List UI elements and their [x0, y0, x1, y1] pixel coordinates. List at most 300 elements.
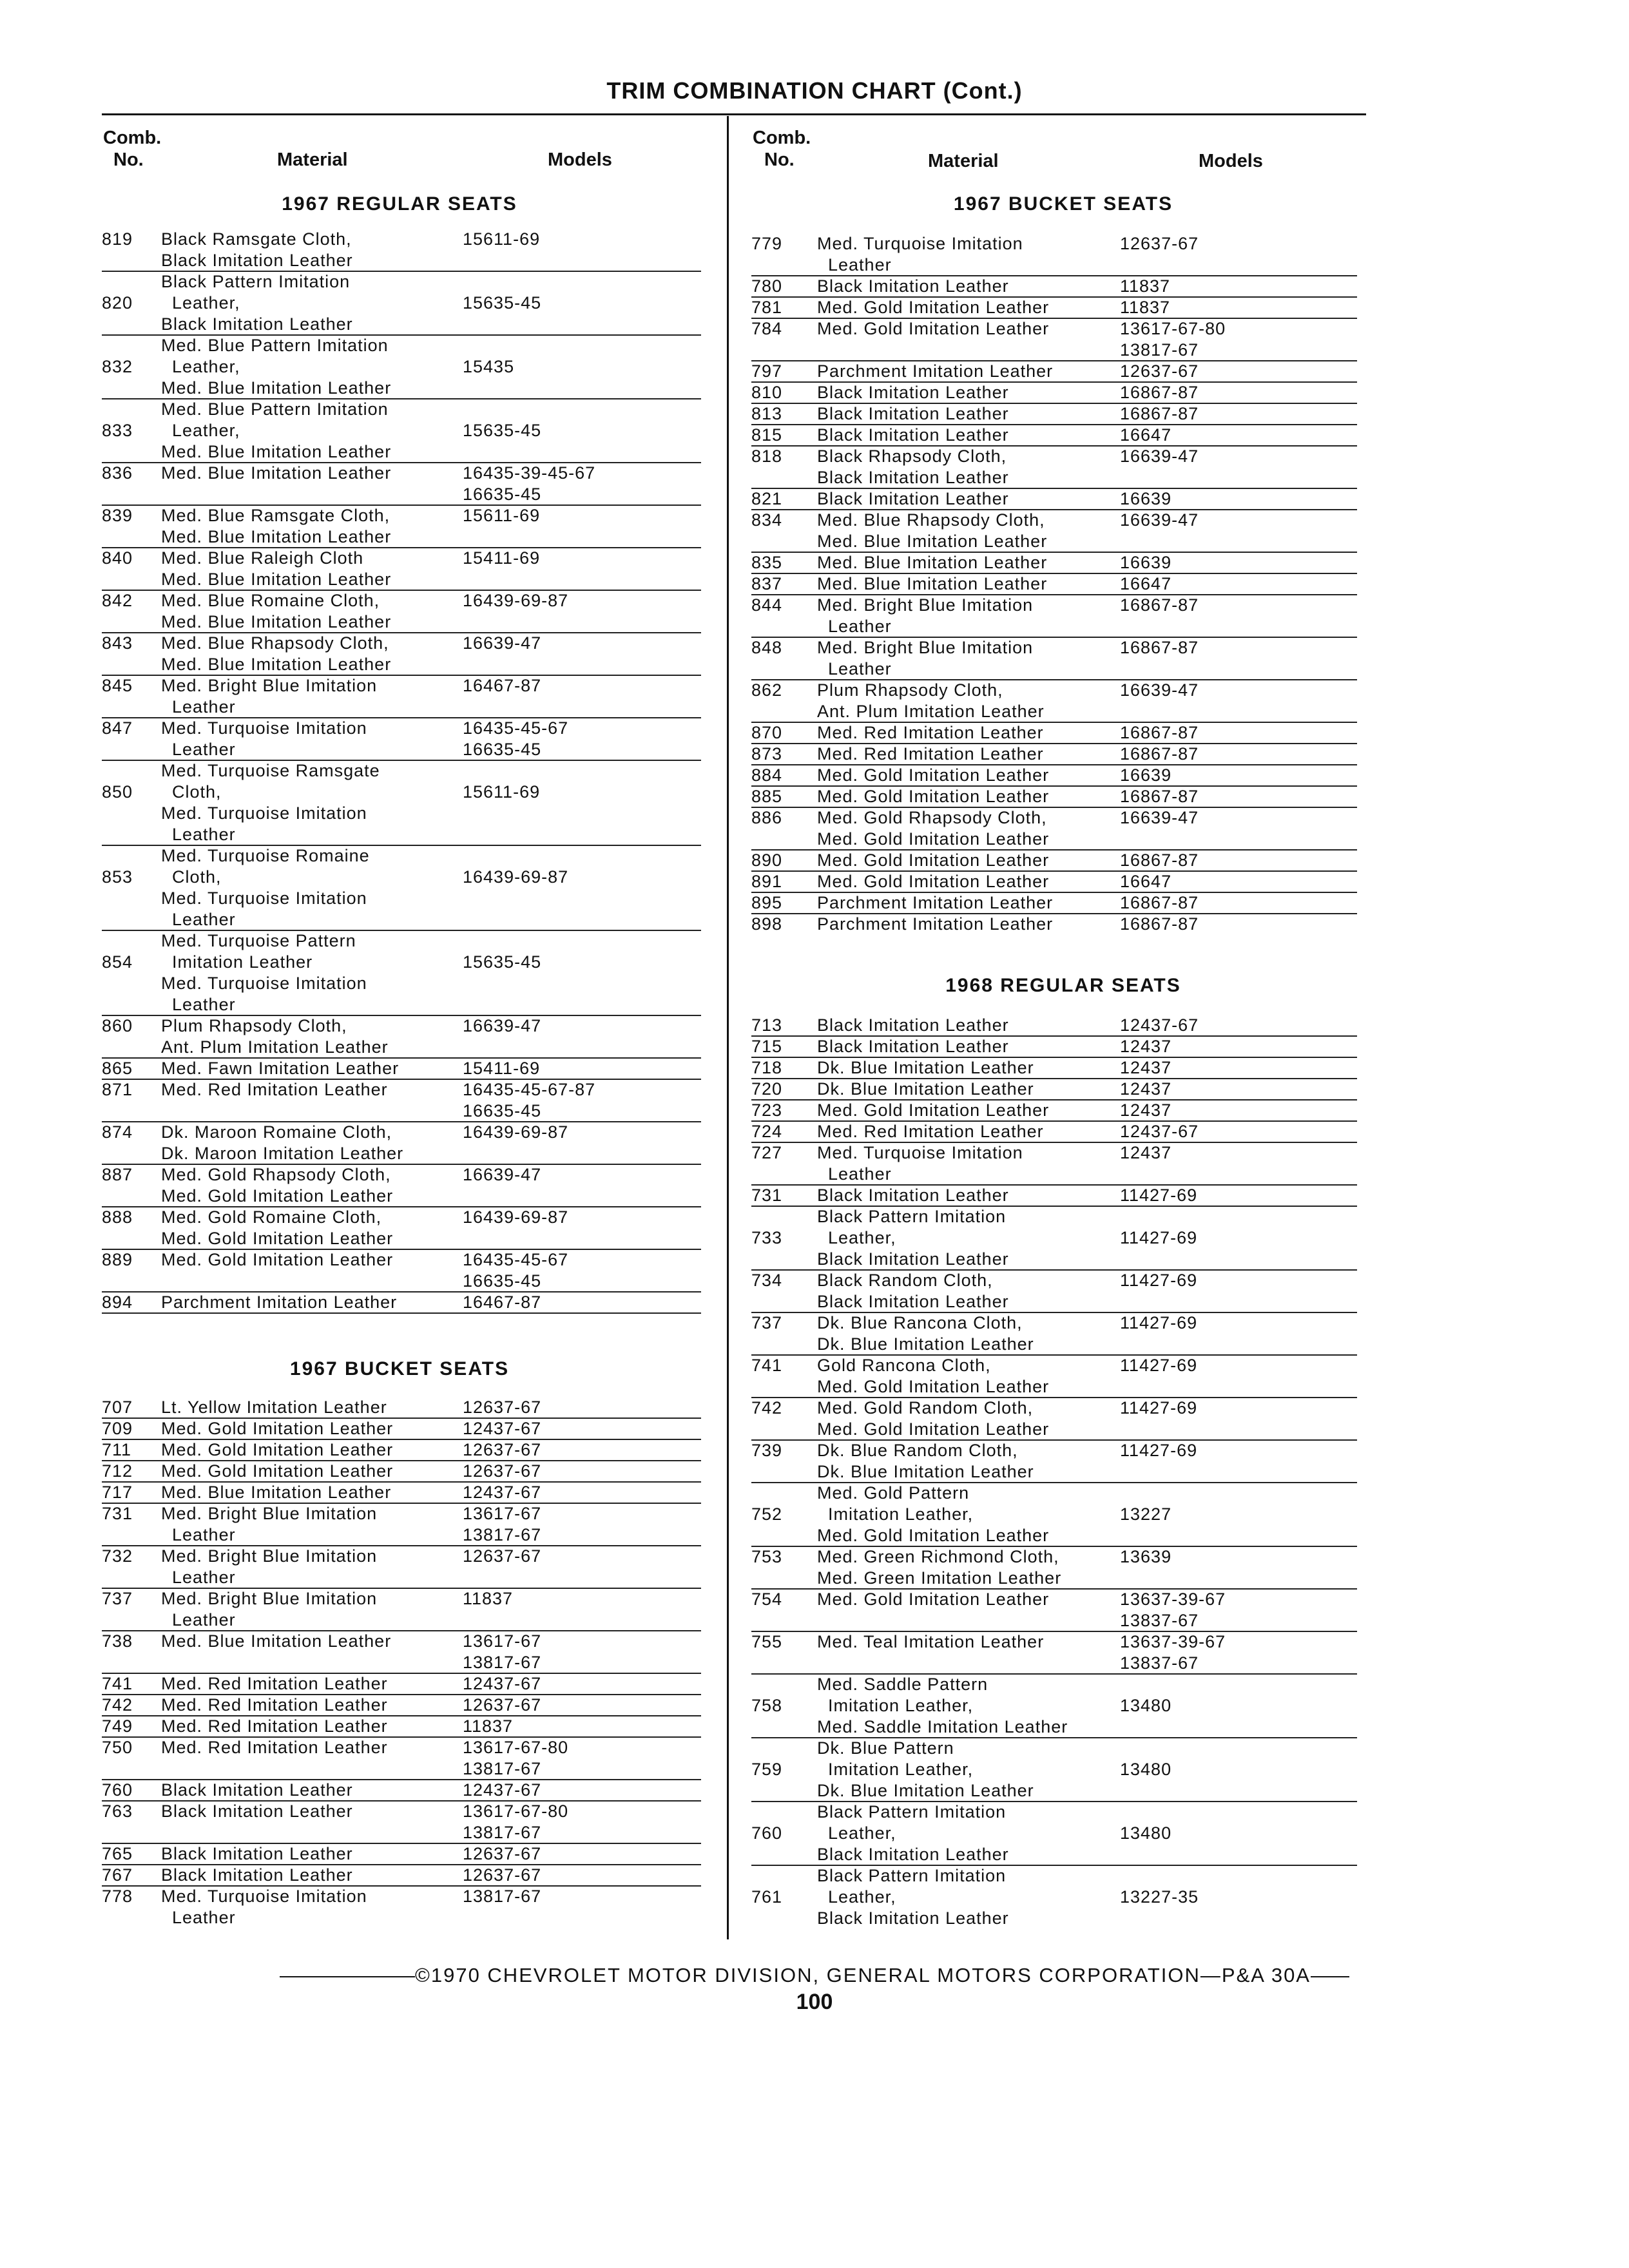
- material-line: Med. Gold Imitation Leather: [817, 1526, 1050, 1545]
- material-line: Med. Turquoise Imitation: [161, 718, 367, 738]
- comb-number: 742: [751, 1398, 783, 1418]
- comb-number: 832: [102, 357, 133, 376]
- comb-number: 767: [102, 1865, 133, 1885]
- footer: [0, 1964, 1629, 1987]
- material-line: Med. Gold Imitation Leather: [817, 319, 1050, 338]
- model-line: 16867-87: [1120, 914, 1199, 934]
- material-text: [817, 425, 1009, 446]
- material-text: [817, 1121, 1044, 1142]
- trim-row: [0, 1206, 1629, 1270]
- material-line: Black Pattern Imitation: [817, 1866, 1007, 1885]
- material-text: [817, 786, 1049, 807]
- material-text: [817, 1036, 1009, 1057]
- model-line: 13617-67-80: [463, 1802, 569, 1821]
- material-text: [817, 1802, 1009, 1865]
- material-line: Dk. Blue Random Cloth,: [817, 1441, 1018, 1460]
- comb-number: 723: [751, 1100, 783, 1120]
- material-text: [817, 1589, 1049, 1610]
- model-line: 13817-67: [463, 1525, 542, 1544]
- models-text: [1120, 552, 1171, 573]
- trim-row: [0, 297, 1629, 318]
- comb-number: 742: [102, 1695, 133, 1715]
- material-line: Leather: [161, 1568, 236, 1587]
- comb-number: 853: [102, 867, 133, 887]
- left-header-no: No.: [113, 149, 144, 170]
- comb-number: 819: [102, 229, 133, 249]
- trim-row: [0, 595, 1629, 637]
- comb-number: 753: [751, 1547, 783, 1566]
- model-line: 16439-69-87: [463, 1122, 569, 1142]
- comb-number: 731: [751, 1186, 783, 1205]
- trim-row: [0, 1355, 1629, 1398]
- material-text: [817, 892, 1053, 914]
- material-line: Med. Bright Blue Imitation: [161, 1589, 378, 1608]
- model-line: 16867-87: [1120, 744, 1199, 764]
- model-line: 16435-45-67-87: [463, 1080, 596, 1099]
- material-line: Leather: [161, 995, 236, 1014]
- models-text: [463, 952, 541, 973]
- trim-row: [0, 403, 1629, 425]
- comb-number: 862: [751, 680, 783, 700]
- models-text: [1120, 1589, 1226, 1631]
- trim-row: [0, 1185, 1629, 1206]
- material-line: Imitation Leather,: [817, 1760, 974, 1779]
- material-line: Plum Rhapsody Cloth,: [161, 1016, 347, 1035]
- comb-number: 733: [751, 1228, 783, 1247]
- material-line: Med. Turquoise Imitation: [817, 234, 1023, 253]
- material-text: [817, 1440, 1034, 1483]
- material-text: [817, 1185, 1009, 1206]
- models-text: [1120, 297, 1170, 318]
- material-line: Med. Bright Blue Imitation: [161, 676, 378, 695]
- material-text: [817, 1865, 1009, 1929]
- comb-number: 707: [102, 1398, 133, 1417]
- comb-number: 834: [751, 510, 783, 530]
- models-text: [1120, 1504, 1171, 1525]
- models-text: [1120, 425, 1171, 446]
- models-text: [1120, 807, 1199, 829]
- material-line: Med. Gold Pattern: [817, 1483, 970, 1503]
- material-line: Ant. Plum Imitation Leather: [817, 702, 1045, 721]
- material-text: [817, 1546, 1061, 1589]
- material-line: Med. Red Imitation Leather: [161, 1695, 388, 1715]
- comb-number: 711: [102, 1440, 132, 1459]
- page-number: 100: [796, 1990, 833, 2014]
- model-line: 12437: [1120, 1058, 1172, 1077]
- trim-row: [0, 637, 1629, 680]
- material-line: Med. Saddle Imitation Leather: [817, 1717, 1068, 1736]
- material-line: Dk. Blue Imitation Leather: [817, 1058, 1034, 1077]
- models-text: [1120, 744, 1199, 765]
- material-line: Med. Blue Imitation Leather: [161, 463, 392, 483]
- model-line: 12637-67: [1120, 234, 1199, 253]
- trim-row: [0, 1589, 1629, 1631]
- models-text: [1120, 1546, 1171, 1568]
- comb-number: 843: [102, 633, 133, 653]
- material-text: [817, 1100, 1049, 1121]
- models-text: [1120, 361, 1199, 382]
- model-line: 11427-69: [1120, 1356, 1198, 1375]
- material-line: Med. Gold Romaine Cloth,: [161, 1207, 382, 1227]
- model-line: 11837: [463, 1716, 514, 1736]
- material-line: Parchment Imitation Leather: [817, 361, 1054, 381]
- material-line: Leather,: [817, 1228, 896, 1247]
- material-line: Black Imitation Leather: [817, 404, 1009, 423]
- comb-number: 715: [751, 1037, 783, 1056]
- material-line: Med. Bright Blue Imitation: [817, 638, 1034, 657]
- material-line: Med. Gold Imitation Leather: [161, 1186, 394, 1206]
- material-line: Med. Blue Pattern Imitation: [161, 336, 389, 355]
- model-line: 16639-47: [1120, 680, 1199, 700]
- model-line: 16867-87: [1120, 723, 1199, 742]
- material-text: [161, 930, 367, 1015]
- model-line: 12637-67: [463, 1440, 542, 1459]
- models-text: [1120, 488, 1171, 510]
- model-line: 12637-67: [463, 1398, 542, 1417]
- material-line: Med. Blue Imitation Leather: [161, 1631, 392, 1651]
- material-line: Med. Gold Imitation Leather: [817, 298, 1050, 317]
- title-rule: [102, 113, 1366, 115]
- comb-number: 848: [751, 638, 783, 657]
- comb-number: 891: [751, 872, 783, 891]
- models-text: [1120, 722, 1199, 744]
- models-text: [1120, 1312, 1197, 1334]
- material-line: Black Imitation Leather: [817, 1249, 1009, 1269]
- trim-row: [0, 871, 1629, 892]
- material-text: [817, 1206, 1009, 1270]
- material-line: Dk. Blue Rancona Cloth,: [817, 1313, 1023, 1332]
- models-text: [1120, 1759, 1171, 1780]
- material-line: Parchment Imitation Leather: [161, 1293, 398, 1312]
- material-line: Med. Blue Imitation Leather: [817, 532, 1048, 551]
- models-text: [1120, 1036, 1171, 1057]
- material-line: Leather: [817, 1164, 892, 1184]
- material-line: Med. Blue Imitation Leather: [817, 553, 1048, 572]
- material-text: [817, 1312, 1034, 1355]
- left-header-comb: Comb.: [103, 128, 162, 148]
- model-line: 13837-67: [1120, 1611, 1199, 1630]
- model-line: 13227: [1120, 1504, 1172, 1524]
- comb-number: 884: [751, 765, 783, 785]
- material-line: Black Imitation Leather: [817, 468, 1009, 487]
- material-line: Dk. Blue Imitation Leather: [817, 1079, 1034, 1099]
- trim-row: [0, 1483, 1629, 1546]
- model-line: 16639-47: [463, 1016, 542, 1035]
- model-line: 16647: [1120, 574, 1172, 593]
- models-text: [1120, 1270, 1197, 1291]
- material-line: Leather: [817, 255, 892, 274]
- material-line: Dk. Blue Imitation Leather: [817, 1334, 1034, 1354]
- material-text: [817, 1631, 1044, 1653]
- trim-row: [0, 1121, 1629, 1142]
- material-text: [817, 914, 1053, 935]
- models-text: [1120, 1121, 1199, 1142]
- comb-number: 739: [751, 1441, 783, 1460]
- material-line: Med. Gold Imitation Leather: [161, 1461, 394, 1481]
- comb-number: 836: [102, 463, 133, 483]
- section-heading: 1967 BUCKET SEATS: [953, 193, 1173, 215]
- model-line: 16867-87: [1120, 404, 1199, 423]
- material-line: Med. Gold Imitation Leather: [161, 1419, 394, 1438]
- model-line: 12437-67: [463, 1419, 542, 1438]
- model-line: 16639: [1120, 765, 1172, 785]
- comb-number: 737: [751, 1313, 783, 1332]
- comb-number: 749: [102, 1716, 133, 1736]
- models-text: [1120, 1185, 1197, 1206]
- material-line: Med. Blue Imitation Leather: [161, 655, 392, 674]
- material-line: Med. Blue Imitation Leather: [161, 612, 392, 631]
- trim-row: [0, 1057, 1629, 1079]
- comb-number: 818: [751, 447, 783, 466]
- model-line: 16639-47: [1120, 510, 1199, 530]
- material-line: Black Random Cloth,: [817, 1271, 993, 1290]
- material-line: Black Imitation Leather: [161, 1780, 353, 1800]
- model-line: 16435-45-67: [463, 718, 569, 738]
- comb-number: 840: [102, 548, 133, 568]
- trim-row: [0, 744, 1629, 765]
- model-line: 12437: [1120, 1037, 1172, 1056]
- material-line: Med. Blue Imitation Leather: [161, 1483, 392, 1502]
- comb-number: 854: [102, 952, 133, 972]
- trim-row: [0, 446, 1629, 488]
- models-text: [1120, 1631, 1226, 1674]
- model-line: 15635-45: [463, 421, 542, 440]
- trim-row: [0, 1079, 1629, 1100]
- material-line: Black Imitation Leather: [817, 276, 1009, 296]
- models-text: [1120, 892, 1199, 914]
- models-text: [1120, 637, 1199, 658]
- comb-number: 755: [751, 1632, 783, 1651]
- trim-row: [0, 914, 1629, 935]
- model-line: 12437: [1120, 1143, 1172, 1162]
- material-line: Med. Blue Imitation Leather: [161, 442, 392, 461]
- material-text: [817, 1738, 1034, 1802]
- material-line: Leather: [161, 1610, 236, 1629]
- comb-number: 720: [751, 1079, 783, 1099]
- material-line: Black Imitation Leather: [161, 1865, 353, 1885]
- models-text: [1120, 403, 1199, 425]
- comb-number: 712: [102, 1461, 133, 1481]
- material-line: Med. Blue Imitation Leather: [161, 378, 392, 398]
- comb-number: 842: [102, 591, 133, 610]
- comb-number: 741: [751, 1356, 783, 1375]
- comb-number: 780: [751, 276, 783, 296]
- comb-number: 810: [751, 383, 783, 402]
- comb-number: 760: [751, 1823, 783, 1843]
- material-line: Ant. Plum Imitation Leather: [161, 1037, 389, 1057]
- material-text: [817, 807, 1049, 850]
- model-line: 11427-69: [1120, 1228, 1198, 1247]
- models-text: [1120, 1398, 1197, 1419]
- models-text: [1120, 510, 1199, 531]
- material-line: Med. Turquoise Imitation: [161, 889, 367, 908]
- material-line: Imitation Leather: [161, 952, 313, 972]
- trim-row: [0, 807, 1629, 850]
- comb-number: 731: [102, 1504, 133, 1523]
- material-text: [817, 722, 1044, 744]
- material-line: Dk. Maroon Romaine Cloth,: [161, 1122, 392, 1142]
- comb-number: 845: [102, 676, 133, 695]
- model-line: 13617-67-80: [463, 1738, 569, 1757]
- material-line: Med. Blue Raleigh Cloth: [161, 548, 364, 568]
- model-line: 16639-47: [463, 1165, 542, 1184]
- model-line: 16635-45: [463, 1101, 542, 1120]
- model-line: 12637-67: [463, 1844, 542, 1863]
- models-text: [1120, 914, 1199, 935]
- material-line: Med. Gold Imitation Leather: [161, 1440, 394, 1459]
- section-heading: 1968 REGULAR SEATS: [945, 975, 1181, 996]
- comb-number: 761: [751, 1887, 783, 1907]
- material-line: Med. Gold Imitation Leather: [817, 765, 1050, 785]
- material-text: [817, 637, 1033, 680]
- material-line: Med. Red Imitation Leather: [161, 1738, 388, 1757]
- trim-row: [0, 1865, 1629, 1929]
- material-text: [817, 1142, 1023, 1185]
- material-text: [817, 297, 1049, 318]
- material-text: [817, 595, 1033, 637]
- material-text: [817, 1079, 1034, 1100]
- model-line: 12637-67: [463, 1461, 542, 1481]
- comb-number: 870: [751, 723, 783, 742]
- comb-number: 873: [751, 744, 783, 764]
- comb-number: 779: [751, 234, 783, 253]
- material-text: [817, 573, 1047, 595]
- model-line: 12437-67: [463, 1674, 542, 1693]
- material-line: Med. Gold Imitation Leather: [817, 1377, 1050, 1396]
- comb-number: 724: [751, 1122, 783, 1141]
- material-line: Med. Bright Blue Imitation: [161, 1504, 378, 1523]
- material-line: Med. Blue Imitation Leather: [161, 570, 392, 589]
- material-line: Med. Gold Imitation Leather: [817, 1100, 1050, 1120]
- model-line: 13837-67: [1120, 1653, 1199, 1673]
- models-text: [1120, 382, 1199, 403]
- material-text: [817, 871, 1049, 892]
- comb-number: 895: [751, 893, 783, 912]
- trim-row: [0, 786, 1629, 807]
- comb-number: 750: [102, 1738, 133, 1757]
- comb-number: 754: [751, 1590, 783, 1609]
- trim-row: [0, 1036, 1629, 1057]
- comb-number: 871: [102, 1080, 133, 1099]
- right-header-comb: Comb.: [753, 128, 811, 148]
- right-header-models: Models: [1199, 151, 1263, 171]
- trim-row: [0, 1270, 1629, 1312]
- material-line: Dk. Blue Imitation Leather: [817, 1462, 1034, 1481]
- models-text: [1120, 786, 1199, 807]
- comb-number: 759: [751, 1760, 783, 1779]
- comb-number: 821: [751, 489, 783, 508]
- material-line: Black Imitation Leather: [161, 251, 353, 270]
- material-line: Leather: [817, 659, 892, 678]
- trim-row: [0, 722, 1629, 744]
- comb-number: 860: [102, 1016, 133, 1035]
- material-line: Med. Teal Imitation Leather: [817, 1632, 1045, 1651]
- model-line: 15635-45: [463, 952, 542, 972]
- material-line: Parchment Imitation Leather: [817, 893, 1054, 912]
- model-line: 13817-67: [463, 1759, 542, 1778]
- trim-row: [0, 1398, 1629, 1440]
- models-text: [1120, 1079, 1171, 1100]
- model-line: 13639: [1120, 1547, 1172, 1566]
- material-line: Med. Blue Pattern Imitation: [161, 399, 389, 419]
- model-line: 16435-45-67: [463, 1250, 569, 1269]
- comb-number: 727: [751, 1143, 783, 1162]
- comb-number: 839: [102, 506, 133, 525]
- model-line: 12637-67: [463, 1695, 542, 1715]
- model-line: 15435: [463, 357, 515, 376]
- material-line: Med. Gold Rhapsody Cloth,: [817, 808, 1047, 827]
- model-line: 13817-67: [1120, 340, 1199, 360]
- material-line: Black Pattern Imitation: [817, 1207, 1007, 1226]
- model-line: 11837: [1120, 276, 1171, 296]
- material-line: Leather,: [817, 1887, 896, 1907]
- models-text: [1120, 1015, 1199, 1036]
- material-text: [817, 1015, 1009, 1036]
- material-line: Black Imitation Leather: [817, 425, 1009, 445]
- trim-row: [0, 1546, 1629, 1589]
- footer-text: ©1970 CHEVROLET MOTOR DIVISION, GENERAL MOTORS CORPORATION—P&A 30A: [415, 1964, 1311, 1986]
- material-line: Med. Turquoise Imitation: [161, 1887, 367, 1906]
- material-text: [817, 1483, 1049, 1546]
- material-line: Black Imitation Leather: [817, 1292, 1009, 1311]
- material-line: Black Imitation Leather: [817, 1908, 1009, 1928]
- right-header-material: Material: [928, 151, 999, 171]
- models-text: [1120, 871, 1171, 892]
- material-line: Med. Gold Imitation Leather: [161, 1229, 394, 1248]
- material-text: [817, 744, 1044, 765]
- model-line: 15635-45: [463, 293, 542, 312]
- comb-number: 850: [102, 782, 133, 802]
- material-line: Med. Fawn Imitation Leather: [161, 1059, 400, 1078]
- model-line: 15611-69: [463, 506, 541, 525]
- material-line: Med. Gold Imitation Leather: [817, 872, 1050, 891]
- model-line: 13817-67: [463, 1887, 542, 1906]
- material-line: Dk. Blue Imitation Leather: [817, 1781, 1034, 1800]
- material-line: Med. Red Imitation Leather: [817, 744, 1044, 764]
- material-line: Cloth,: [161, 782, 222, 802]
- material-line: Black Imitation Leather: [817, 383, 1009, 402]
- trim-row: [0, 276, 1629, 297]
- comb-number: 763: [102, 1802, 133, 1821]
- material-text: [817, 233, 1023, 276]
- material-line: Med. Turquoise Imitation: [817, 1143, 1023, 1162]
- material-line: Leather,: [161, 421, 240, 440]
- model-line: 16439-69-87: [463, 591, 569, 610]
- model-line: 12637-67: [463, 1865, 542, 1885]
- model-line: 13817-67: [463, 1653, 542, 1672]
- material-line: Med. Red Imitation Leather: [161, 1716, 388, 1736]
- models-text: [1120, 595, 1199, 616]
- model-line: 16867-87: [1120, 893, 1199, 912]
- models-text: [1120, 680, 1199, 701]
- material-text: [817, 552, 1047, 573]
- material-line: Leather: [161, 697, 236, 716]
- section-heading: 1967 BUCKET SEATS: [289, 1358, 510, 1379]
- model-line: 12437-67: [463, 1780, 542, 1800]
- model-line: 13617-67-80: [1120, 319, 1226, 338]
- models-text: [1120, 1100, 1171, 1121]
- comb-number: 765: [102, 1844, 133, 1863]
- material-line: Med. Bright Blue Imitation: [817, 595, 1034, 615]
- material-line: Med. Turquoise Ramsgate: [161, 761, 380, 780]
- footer-rule-right: [1311, 1976, 1349, 1977]
- material-text: [817, 850, 1049, 871]
- material-line: Black Imitation Leather: [161, 1802, 353, 1821]
- models-text: [1120, 1227, 1197, 1249]
- material-line: Leather: [817, 617, 892, 636]
- material-line: Leather: [161, 910, 236, 929]
- model-line: 16867-87: [1120, 850, 1199, 870]
